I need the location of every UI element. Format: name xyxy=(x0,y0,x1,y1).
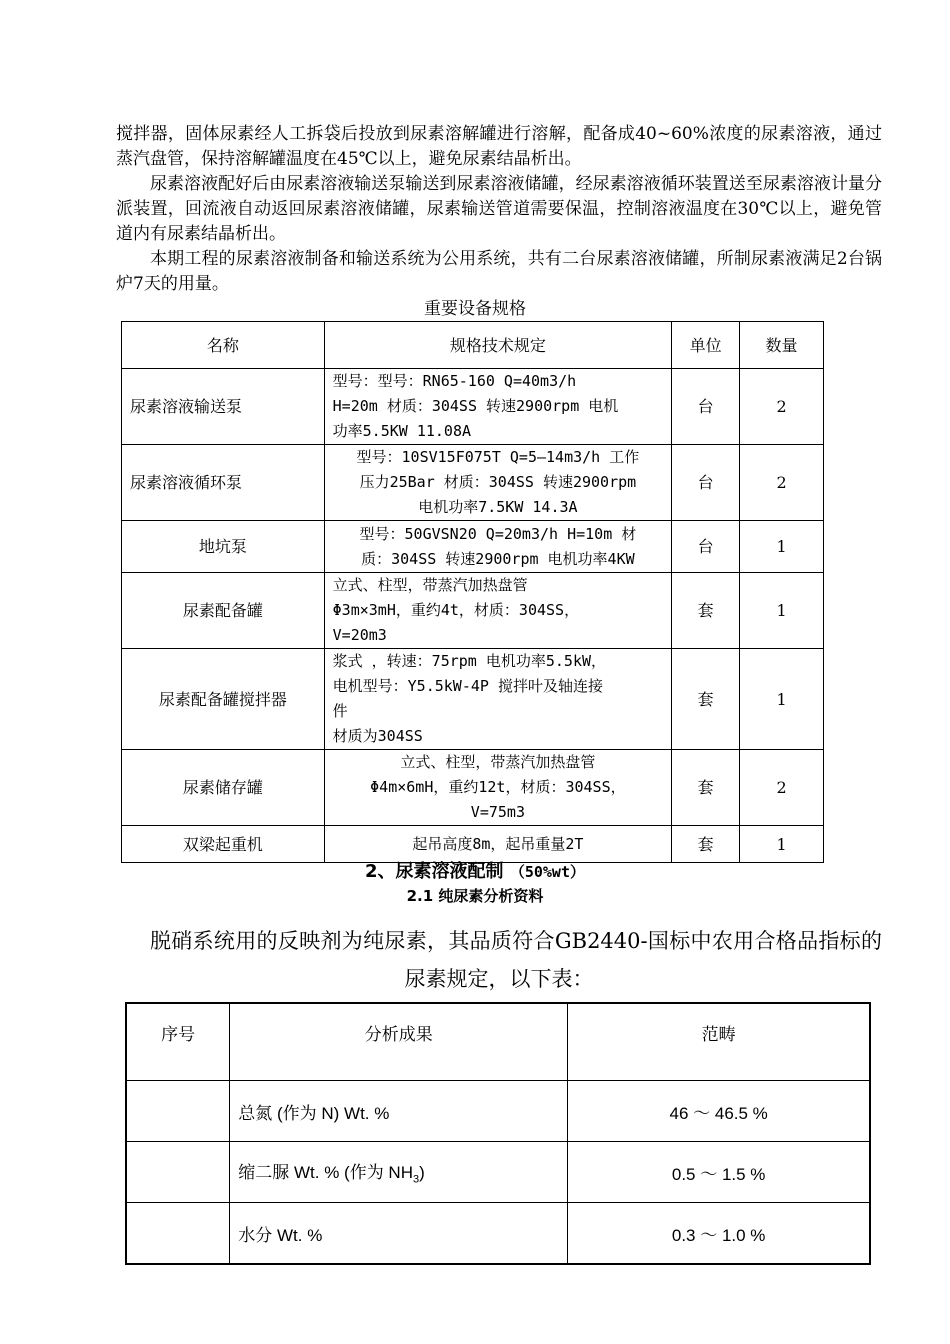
equipment-spec: 型号：10SV15F075T Q=5—14m3/h 工作 压力25Bar 材质：304SS 转速2900rpm 电机功率7.5KW 14.3A xyxy=(324,445,672,521)
analysis-item: 缩二脲 Wt. % (作为 $NH_3$) xyxy=(230,1142,568,1203)
row-index xyxy=(126,1142,230,1203)
analysis-item: 水分 Wt. % xyxy=(230,1203,568,1265)
equipment-spec: 立式、柱型，带蒸汽加热盘管 Φ3m×3mH，重约4t，材质：304SS， V=20m3 xyxy=(324,573,672,649)
paragraph-2: 尿素溶液配好后由尿素溶液输送泵输送到尿素溶液储罐，经尿素溶液循环装置送至尿素溶液计量分派装置，回流液自动返回尿素溶液储罐，尿素输送管道需要保温，控制溶液温度在30℃以上，避免管道内有尿素结晶析出。 xyxy=(116,174,882,244)
equipment-name: 尿素配备罐 xyxy=(122,573,325,649)
table-row xyxy=(122,573,824,649)
urea-table-header-row xyxy=(126,1003,870,1081)
equipment-spec: 型号：50GVSN20 Q=20m3/h H=10m 材 质：304SS 转速2900rpm 电机功率4KW xyxy=(324,521,672,573)
table-row xyxy=(122,445,824,521)
equipment-name: 尿素储存罐 xyxy=(122,750,325,826)
table-row xyxy=(122,750,824,826)
equipment-unit: 套 xyxy=(672,573,740,649)
equipment-name: 双梁起重机 xyxy=(122,826,325,863)
equipment-name: 尿素溶液循环泵 xyxy=(122,445,325,521)
analysis-range: 0.3 ～ 1.0 % xyxy=(568,1203,870,1265)
equipment-unit: 套 xyxy=(672,649,740,750)
equipment-spec: 立式、柱型，带蒸汽加热盘管 Φ4m×6mH，重约12t，材质：304SS， V=75m3 xyxy=(324,750,672,826)
equipment-name: 尿素配备罐搅拌器 xyxy=(122,649,325,750)
equipment-qty: 1 xyxy=(740,826,824,863)
header-spec: 规格技术规定 xyxy=(324,322,672,369)
equipment-qty: 2 xyxy=(740,750,824,826)
row-index xyxy=(126,1081,230,1142)
table-row xyxy=(126,1142,870,1203)
equipment-spec-table xyxy=(121,321,824,863)
equipment-spec: 浆式 ，转速：75rpm 电机功率5.5kW， 电机型号：Y5.5kW-4P 搅拌叶及轴连接 件 材质为304SS xyxy=(324,649,672,750)
equipment-table-caption: 重要设备规格 xyxy=(424,299,526,319)
equipment-name: 尿素溶液输送泵 xyxy=(122,369,325,445)
table-row xyxy=(122,369,824,445)
equipment-spec: 型号：型号：RN65-160 Q=40m3/h H=20m 材质：304SS 转速2900rpm 电机 功率5.5KW 11.08A xyxy=(324,369,672,445)
row-index xyxy=(126,1203,230,1265)
table-row xyxy=(126,1081,870,1142)
header-name: 名称 xyxy=(122,322,325,369)
intro-text: 脱硝系统用的反映剂为纯尿素，其品质符合GB2440-国标中农用合格品指标的尿素规定，以下表： xyxy=(150,929,882,991)
equipment-qty: 1 xyxy=(740,521,824,573)
equipment-unit: 台 xyxy=(672,521,740,573)
header-item: 分析成果 xyxy=(230,1003,568,1081)
equipment-qty: 1 xyxy=(740,573,824,649)
table-row xyxy=(122,826,824,863)
equipment-unit: 台 xyxy=(672,369,740,445)
equipment-unit: 套 xyxy=(672,826,740,863)
paragraph-1: 搅拌器，固体尿素经人工拆袋后投放到尿素溶解罐进行溶解，配备成40~60%浓度的尿素溶液，通过蒸汽盘管，保持溶解罐温度在45℃以上，避免尿素结晶析出。 xyxy=(116,124,882,169)
analysis-range: 0.5 ～ 1.5 % xyxy=(568,1142,870,1203)
equipment-spec: 起吊高度8m，起吊重量2T xyxy=(324,826,672,863)
paragraph-3: 本期工程的尿素溶液制备和输送系统为公用系统，共有二台尿素溶液储罐，所制尿素液满足2台锅炉7天的用量。 xyxy=(116,249,882,294)
equipment-name: 地坑泵 xyxy=(122,521,325,573)
equipment-table-header-row xyxy=(122,322,824,369)
header-qty: 数量 xyxy=(740,322,824,369)
header-index: 序号 xyxy=(126,1003,230,1081)
equipment-unit: 台 xyxy=(672,445,740,521)
table-row xyxy=(126,1203,870,1265)
urea-analysis-table xyxy=(125,1002,871,1265)
analysis-range: 46 ～ 46.5 % xyxy=(568,1081,870,1142)
equipment-unit: 套 xyxy=(672,750,740,826)
table-row xyxy=(122,521,824,573)
section-heading xyxy=(0,860,950,884)
section-title: 尿素溶液配制 xyxy=(395,861,504,882)
header-unit: 单位 xyxy=(672,322,740,369)
equipment-qty: 2 xyxy=(740,369,824,445)
subsection-heading: 2.1 纯尿素分析资料 xyxy=(406,887,544,905)
equipment-qty: 1 xyxy=(740,649,824,750)
table-row xyxy=(122,649,824,750)
equipment-qty: 2 xyxy=(740,445,824,521)
analysis-item: 总氮 (作为 N) Wt. % xyxy=(230,1081,568,1142)
section-number: 2、 xyxy=(365,861,396,882)
header-range: 范畴 xyxy=(568,1003,870,1081)
section-note: （50%wt） xyxy=(509,863,585,881)
